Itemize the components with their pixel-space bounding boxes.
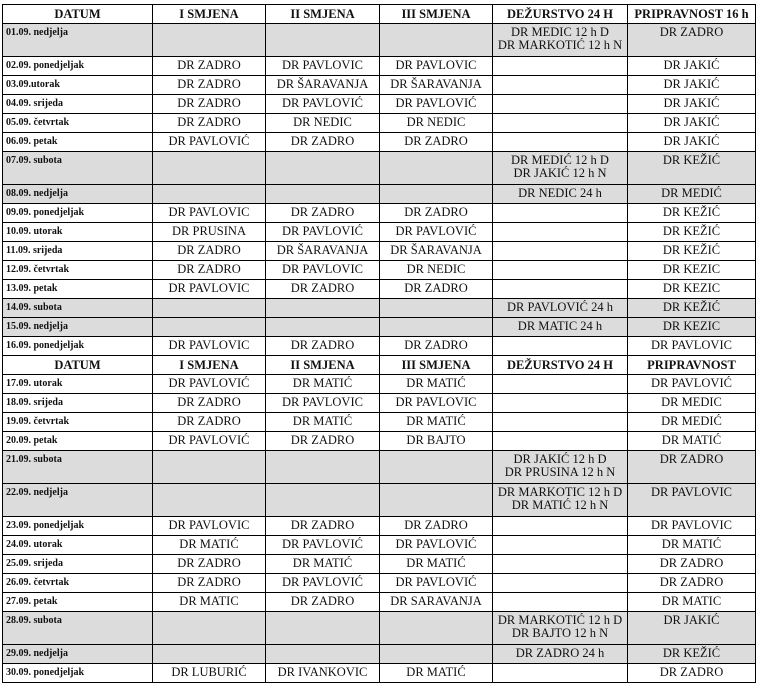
schedule-row [3, 204, 756, 223]
second-shift-cell: DR PAVLOVIĆ [266, 574, 380, 593]
date-cell: 14.09. subota [3, 299, 153, 318]
schedule-row [3, 484, 756, 517]
on-call-cell: DR KEZIC [628, 261, 756, 280]
date-cell: 21.09. subota [3, 451, 153, 484]
on-call-cell: DR KEŽIĆ [628, 242, 756, 261]
first-shift-header: I SMJENA [153, 5, 266, 24]
second-shift-cell: DR ZADRO [266, 517, 380, 536]
second-shift-cell: DR PAVLOVIĆ [266, 223, 380, 242]
duty-line: DR BAJTO 12 h N [511, 626, 609, 640]
third-shift-cell [380, 612, 493, 645]
first-shift-cell: DR PAVLOVIC [153, 280, 266, 299]
duty-line: DR MATIĆ 12 h N [511, 498, 609, 512]
duty-24h-cell [493, 204, 628, 223]
duty-line: DR MATIC 24 h [517, 319, 603, 333]
second-shift-cell: DR ZADRO [266, 133, 380, 152]
date-cell: 30.09. ponedjeljak [3, 664, 153, 683]
on-call-cell: DR PAVLOVIC [628, 517, 756, 536]
date-cell: 16.09. ponedjeljak [3, 337, 153, 356]
first-shift-cell: DR ZADRO [153, 95, 266, 114]
first-shift-cell: DR ZADRO [153, 242, 266, 261]
date-cell: 27.09. petak [3, 593, 153, 612]
schedule-row [3, 593, 756, 612]
second-shift-cell [266, 152, 380, 185]
schedule-row [3, 645, 756, 664]
first-shift-cell [153, 24, 266, 57]
second-shift-cell: DR PAVLOVIĆ [266, 95, 380, 114]
schedule-row [3, 375, 756, 394]
on-call-cell: DR MATIC [628, 593, 756, 612]
date-cell: 11.09. srijeda [3, 242, 153, 261]
on-call-cell: DR JAKIĆ [628, 95, 756, 114]
date-cell: 06.09. petak [3, 133, 153, 152]
duty-24h-cell [493, 664, 628, 683]
third-shift-cell: DR ŠARAVANJA [380, 242, 493, 261]
on-call-cell: DR ZADRO [628, 664, 756, 683]
date-cell: 29.09. nedjelja [3, 645, 153, 664]
date-header: DATUM [3, 356, 153, 375]
third-shift-cell [380, 645, 493, 664]
second-shift-cell [266, 299, 380, 318]
third-shift-cell [380, 484, 493, 517]
duty-24h-cell [493, 114, 628, 133]
duty-24h-cell [493, 555, 628, 574]
third-shift-cell: DR PAVLOVIĆ [380, 95, 493, 114]
schedule-row [3, 261, 756, 280]
on-call-cell: DR MEDIĆ [628, 185, 756, 204]
first-shift-cell [153, 318, 266, 337]
schedule-row [3, 318, 756, 337]
schedule-row [3, 394, 756, 413]
on-call-cell: DR MATIĆ [628, 536, 756, 555]
schedule-row [3, 413, 756, 432]
third-shift-cell: DR BAJTO [380, 432, 493, 451]
duty-24h-cell [493, 645, 628, 664]
duty-line: DR MARKOTIĆ 12 h N [497, 38, 623, 52]
on-call-header: PRIPRAVNOST 16 h [628, 5, 756, 24]
second-shift-header: II SMJENA [266, 5, 380, 24]
second-shift-cell [266, 645, 380, 664]
first-shift-cell: DR PAVLOVIĆ [153, 375, 266, 394]
on-call-cell: DR KEŽIĆ [628, 645, 756, 664]
duty-line: DR MARKOTIĆ 12 h D [497, 613, 623, 627]
second-shift-cell: DR ŠARAVANJA [266, 76, 380, 95]
on-call-cell: DR JAKIĆ [628, 114, 756, 133]
first-shift-cell: DR PRUSINA [153, 223, 266, 242]
duty-24h-cell [493, 299, 628, 318]
on-call-cell: DR KEŽIĆ [628, 152, 756, 185]
schedule-row [3, 280, 756, 299]
schedule-row [3, 57, 756, 76]
on-call-cell: DR JAKIĆ [628, 76, 756, 95]
schedule-row [3, 185, 756, 204]
on-call-cell: DR KEZIC [628, 280, 756, 299]
on-call-cell: DR MATIĆ [628, 432, 756, 451]
date-cell: 28.09. subota [3, 612, 153, 645]
duty-line: DR ZADRO 24 h [515, 646, 605, 660]
third-shift-cell: DR PAVLOVIĆ [380, 223, 493, 242]
duty-24h-cell [493, 223, 628, 242]
duty-line: DR MARKOTIC 12 h D [497, 485, 623, 499]
schedule-row [3, 612, 756, 645]
second-shift-cell [266, 451, 380, 484]
duty-24h-header: DEŽURSTVO 24 H [493, 356, 628, 375]
duty-schedule-table [2, 4, 756, 683]
third-shift-cell [380, 152, 493, 185]
third-shift-cell: DR PAVLOVIC [380, 394, 493, 413]
date-cell: 05.09. četvrtak [3, 114, 153, 133]
duty-line: DR NEDIC 24 h [518, 186, 602, 200]
second-shift-cell: DR PAVLOVIC [266, 261, 380, 280]
header-row [3, 5, 756, 24]
date-header: DATUM [3, 5, 153, 24]
second-shift-cell: DR MATIĆ [266, 555, 380, 574]
duty-line: DR JAKIĆ 12 h D [513, 452, 607, 466]
third-shift-cell: DR ŠARAVANJA [380, 76, 493, 95]
third-shift-cell: DR ZADRO [380, 517, 493, 536]
date-cell: 24.09. utorak [3, 536, 153, 555]
third-shift-cell: DR MATIĆ [380, 413, 493, 432]
schedule-row [3, 242, 756, 261]
third-shift-cell: DR NEDIC [380, 114, 493, 133]
schedule-row [3, 76, 756, 95]
schedule-row [3, 299, 756, 318]
on-call-cell: DR KEŽIĆ [628, 223, 756, 242]
date-cell: 25.09. srijeda [3, 555, 153, 574]
duty-24h-cell [493, 261, 628, 280]
duty-24h-cell [493, 242, 628, 261]
first-shift-cell [153, 299, 266, 318]
on-call-cell: DR MEDIC [628, 394, 756, 413]
third-shift-cell: DR MATIĆ [380, 555, 493, 574]
first-shift-cell: DR ZADRO [153, 413, 266, 432]
third-shift-header: III SMJENA [380, 5, 493, 24]
second-shift-cell: DR ŠARAVANJA [266, 242, 380, 261]
date-cell: 19.09. četvrtak [3, 413, 153, 432]
header-row [3, 356, 756, 375]
second-shift-cell: DR MATIĆ [266, 375, 380, 394]
schedule-row [3, 95, 756, 114]
date-cell: 22.09. nedjelja [3, 484, 153, 517]
on-call-cell: DR MEDIĆ [628, 413, 756, 432]
second-shift-cell: DR NEDIC [266, 114, 380, 133]
first-shift-cell [153, 484, 266, 517]
duty-24h-cell [493, 95, 628, 114]
second-shift-cell: DR ZADRO [266, 593, 380, 612]
date-cell: 07.09. subota [3, 152, 153, 185]
first-shift-cell: DR ZADRO [153, 261, 266, 280]
third-shift-cell [380, 24, 493, 57]
on-call-cell: DR JAKIĆ [628, 57, 756, 76]
first-shift-cell: DR MATIC [153, 593, 266, 612]
second-shift-header: II SMJENA [266, 356, 380, 375]
first-shift-cell: DR PAVLOVIC [153, 337, 266, 356]
on-call-cell: DR ZADRO [628, 555, 756, 574]
schedule-row [3, 517, 756, 536]
duty-line: DR MEDIĆ 12 h D [511, 153, 609, 167]
on-call-header: PRIPRAVNOST [628, 356, 756, 375]
first-shift-cell: DR PAVLOVIC [153, 517, 266, 536]
third-shift-cell: DR MATIĆ [380, 375, 493, 394]
duty-24h-cell [493, 57, 628, 76]
duty-24h-cell [493, 318, 628, 337]
first-shift-cell: DR LUBURIĆ [153, 664, 266, 683]
third-shift-header: III SMJENA [380, 356, 493, 375]
first-shift-cell: DR ZADRO [153, 555, 266, 574]
first-shift-cell: DR ZADRO [153, 76, 266, 95]
second-shift-cell: DR PAVLOVIC [266, 394, 380, 413]
first-shift-cell [153, 185, 266, 204]
first-shift-cell: DR PAVLOVIĆ [153, 133, 266, 152]
third-shift-cell: DR PAVLOVIC [380, 57, 493, 76]
third-shift-cell: DR PAVLOVIĆ [380, 536, 493, 555]
third-shift-cell [380, 185, 493, 204]
schedule-row [3, 451, 756, 484]
second-shift-cell [266, 612, 380, 645]
schedule-row [3, 24, 756, 57]
on-call-cell: DR KEŽIĆ [628, 204, 756, 223]
duty-line: DR PRUSINA 12 h N [504, 465, 616, 479]
schedule-row [3, 536, 756, 555]
first-shift-cell: DR ZADRO [153, 394, 266, 413]
schedule-row [3, 133, 756, 152]
date-cell: 03.09.utorak [3, 76, 153, 95]
third-shift-cell: DR PAVLOVIĆ [380, 574, 493, 593]
first-shift-cell: DR MATIĆ [153, 536, 266, 555]
on-call-cell: DR JAKIĆ [628, 133, 756, 152]
duty-24h-cell [493, 394, 628, 413]
date-cell: 10.09. utorak [3, 223, 153, 242]
first-shift-cell [153, 152, 266, 185]
schedule-row [3, 114, 756, 133]
date-cell: 17.09. utorak [3, 375, 153, 394]
third-shift-cell: DR NEDIC [380, 261, 493, 280]
second-shift-cell: DR ZADRO [266, 280, 380, 299]
duty-line: DR JAKIĆ 12 h N [513, 166, 607, 180]
second-shift-cell [266, 185, 380, 204]
on-call-cell: DR KEŽIĆ [628, 299, 756, 318]
first-shift-cell: DR PAVLOVIĆ [153, 432, 266, 451]
schedule-row [3, 664, 756, 683]
duty-24h-cell [493, 133, 628, 152]
date-cell: 18.09. srijeda [3, 394, 153, 413]
duty-24h-cell [493, 152, 628, 185]
duty-24h-cell [493, 413, 628, 432]
duty-24h-cell [493, 432, 628, 451]
third-shift-cell: DR ZADRO [380, 133, 493, 152]
third-shift-cell [380, 318, 493, 337]
duty-24h-cell [493, 280, 628, 299]
date-cell: 23.09. ponedjeljak [3, 517, 153, 536]
schedule-row [3, 223, 756, 242]
second-shift-cell: DR PAVLOVIĆ [266, 536, 380, 555]
date-cell: 02.09. ponedjeljak [3, 57, 153, 76]
third-shift-cell: DR MATIĆ [380, 664, 493, 683]
schedule-row [3, 555, 756, 574]
second-shift-cell [266, 24, 380, 57]
third-shift-cell [380, 299, 493, 318]
date-cell: 13.09. petak [3, 280, 153, 299]
on-call-cell: DR ZADRO [628, 24, 756, 57]
on-call-cell: DR PAVLOVIC [628, 484, 756, 517]
third-shift-cell: DR ZADRO [380, 204, 493, 223]
first-shift-header: I SMJENA [153, 356, 266, 375]
second-shift-cell: DR ZADRO [266, 204, 380, 223]
on-call-cell: DR PAVLOVIĆ [628, 375, 756, 394]
third-shift-cell: DR ZADRO [380, 280, 493, 299]
schedule-row [3, 574, 756, 593]
date-cell: 15.09. nedjelja [3, 318, 153, 337]
date-cell: 01.09. nedjelja [3, 24, 153, 57]
duty-24h-cell [493, 574, 628, 593]
date-cell: 04.09. srijeda [3, 95, 153, 114]
third-shift-cell: DR ZADRO [380, 337, 493, 356]
on-call-cell: DR PAVLOVIC [628, 337, 756, 356]
third-shift-cell: DR SARAVANJA [380, 593, 493, 612]
second-shift-cell: DR MATIĆ [266, 413, 380, 432]
duty-24h-cell [493, 593, 628, 612]
on-call-cell: DR KEZIC [628, 318, 756, 337]
second-shift-cell: DR PAVLOVIC [266, 57, 380, 76]
date-cell: 20.09. petak [3, 432, 153, 451]
on-call-cell: DR JAKIĆ [628, 612, 756, 645]
date-cell: 12.09. četvrtak [3, 261, 153, 280]
on-call-cell: DR ZADRO [628, 451, 756, 484]
duty-24h-cell [493, 536, 628, 555]
first-shift-cell [153, 451, 266, 484]
first-shift-cell: DR ZADRO [153, 574, 266, 593]
duty-24h-cell [493, 484, 628, 517]
duty-24h-cell [493, 76, 628, 95]
first-shift-cell [153, 612, 266, 645]
third-shift-cell [380, 451, 493, 484]
duty-24h-cell [493, 185, 628, 204]
duty-24h-cell [493, 517, 628, 536]
duty-24h-cell [493, 24, 628, 57]
duty-24h-cell [493, 375, 628, 394]
first-shift-cell: DR ZADRO [153, 114, 266, 133]
second-shift-cell: DR IVANKOVIC [266, 664, 380, 683]
on-call-cell: DR ZADRO [628, 574, 756, 593]
first-shift-cell [153, 645, 266, 664]
duty-24h-cell [493, 451, 628, 484]
second-shift-cell: DR ZADRO [266, 432, 380, 451]
date-cell: 26.09. četvrtak [3, 574, 153, 593]
first-shift-cell: DR PAVLOVIC [153, 204, 266, 223]
second-shift-cell [266, 484, 380, 517]
duty-24h-cell [493, 612, 628, 645]
duty-line: DR PAVLOVIĆ 24 h [507, 300, 613, 314]
first-shift-cell: DR ZADRO [153, 57, 266, 76]
schedule-row [3, 432, 756, 451]
duty-24h-header: DEŽURSTVO 24 H [493, 5, 628, 24]
date-cell: 09.09. ponedjeljak [3, 204, 153, 223]
date-cell: 08.09. nedjelja [3, 185, 153, 204]
second-shift-cell [266, 318, 380, 337]
duty-24h-cell [493, 337, 628, 356]
second-shift-cell: DR ZADRO [266, 337, 380, 356]
schedule-row [3, 337, 756, 356]
schedule-row [3, 152, 756, 185]
duty-line: DR MEDIC 12 h D [511, 25, 609, 39]
